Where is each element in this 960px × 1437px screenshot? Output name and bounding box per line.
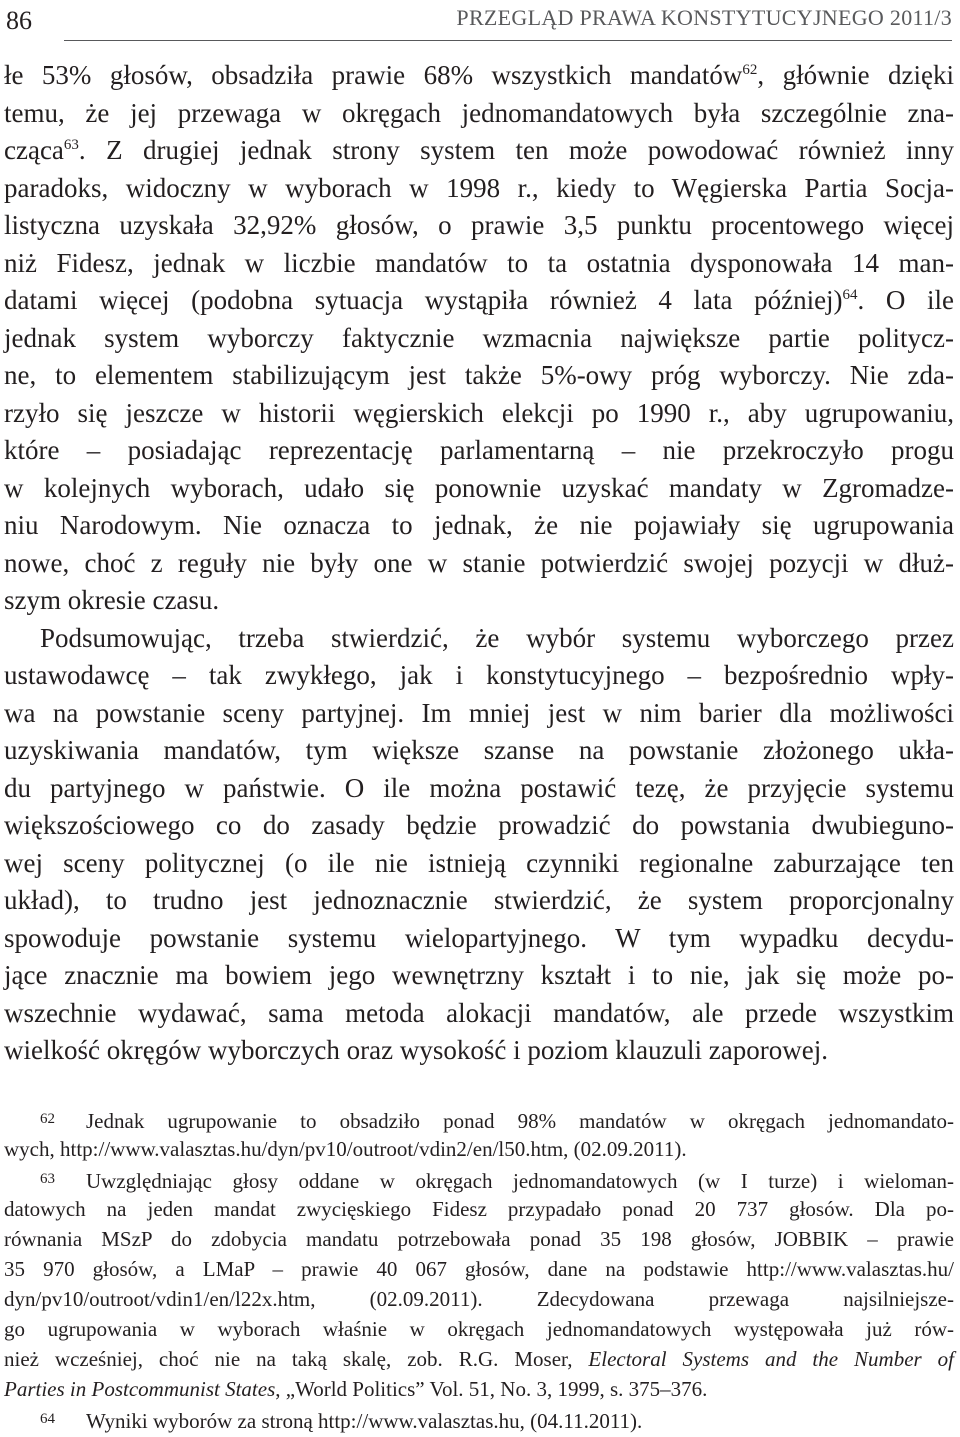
text-line: wszechnie wydawać, sama metoda alokacji mandatów, ale przede wszystkim: [4, 997, 954, 1028]
text-line: spowoduje powstanie systemu wielopartyjnego. W tym wypadku decydu-: [4, 922, 954, 953]
footnotes: [4, 1104, 954, 1434]
footnote-line: wych, http://www.valasztas.hu/dyn/pv10/outroot/vdin2/en/l50.htm, (02.09.2011).: [4, 1137, 687, 1161]
text-line: łe 53% głosów, obsadziła prawie 68% wszystkich mandatów$^{62}$, głównie dzięki: [4, 60, 954, 90]
paragraph-1: [4, 57, 954, 620]
footnote-line: 35 970 głosów, a LMaP – prawie 40 067 głosów, dane na podstawie http://www.valasztas.hu/: [4, 1257, 954, 1281]
footnote-ref-63[interactable]: 63: [63, 137, 79, 153]
text-line: jednak system wyborczy faktycznie wzmacnia największe partie politycz-: [4, 322, 954, 353]
footnote-line: nież wcześniej, choć nie na taką skalę, zob. R.G. Moser, Electoral Systems and the Number of: [4, 1347, 954, 1371]
footnote-number: 62: [40, 1111, 55, 1127]
body-text: [4, 57, 954, 1070]
text-line: niż Fidesz, jednak w liczbie mandatów to ta ostatnia dysponowała 14 man-: [4, 247, 954, 278]
journal-title: PRZEGLĄD PRAWA KONSTYTUCYJNEGO 2011/3: [456, 5, 952, 30]
text-line: ustawodawcę – tak zwykłego, jak i konstytucyjnego – bezpośrednio wpły-: [4, 660, 954, 690]
text-line: cząca$^{63}$. Z drugiej jednak strony system ten może powodować również inny: [4, 135, 954, 165]
footnote-ref-62[interactable]: 62: [742, 62, 758, 78]
text-line: wa na powstanie sceny partyjnej. Im mniej jest w nim barier dla możliwości: [4, 697, 954, 728]
book-title: Parties in Postcommunist States: [4, 1377, 276, 1401]
text-line: większościowego co do zasady będzie prowadzić do powstania dwubieguno-: [4, 810, 954, 840]
footnote-line: Parties in Postcommunist States, „World Politics” Vol. 51, No. 3, 1999, s. 375–376.: [4, 1377, 708, 1401]
text-line: listyczna uzyskała 32,92% głosów, o prawie 3,5 punktu procentowego więcej: [4, 210, 954, 240]
text-line: paradoks, widoczny w wyborach w 1998 r., kiedy to Węgierska Partia Socja-: [4, 172, 954, 203]
header-rule: [64, 40, 952, 41]
footnote-ref-64[interactable]: 64: [842, 287, 858, 303]
footnote-line: 62 Jednak ugrupowanie to obsadziło ponad 98% mandatów w okręgach jednomandato-: [4, 1104, 954, 1134]
footnote-64: [4, 1404, 954, 1434]
footnote-number: 64: [40, 1411, 55, 1427]
text-line: układ), to trudno jest jednoznacznie stwierdzić, że system proporcjonalny: [4, 885, 954, 915]
footnote-62: [4, 1104, 954, 1164]
footnote-line: datowych na jeden mandat zwycięskiego Fidesz przypadało ponad 20 737 głosów. Dla po-: [4, 1197, 954, 1221]
footnote-number: 63: [40, 1171, 55, 1187]
page-number: 86: [6, 6, 32, 35]
text-line: niu Narodowym. Nie oznacza to jednak, że nie pojawiały się ugrupowania: [4, 510, 954, 540]
text-line: Podsumowując, trzeba stwierdzić, że wybór systemu wyborczego przez: [40, 622, 954, 653]
book-title: Electoral Systems and the Number of: [588, 1347, 954, 1371]
text-line: wej sceny politycznej (o ile nie istnieją czynniki regionalne zaburzające ten: [4, 847, 954, 878]
text-line: temu, że jej przewaga w okręgach jednomandatowych była szczególnie zna-: [4, 97, 954, 128]
paragraph-2: [4, 620, 954, 1070]
footnote-line: dyn/pv10/outroot/vdin1/en/l22x.htm, (02.09.2011). Zdecydowana przewaga najsilniejsze-: [4, 1287, 954, 1311]
running-header: [6, 0, 952, 44]
footnote-line: 64 Wyniki wyborów za stroną http://www.valasztas.hu, (04.11.2011).: [4, 1404, 954, 1434]
text-line: ne, to elementem stabilizującym jest także 5%-owy próg wyborczy. Nie zda-: [4, 360, 954, 390]
text-line: które – posiadając reprezentację parlamentarną – nie przekroczyło progu: [4, 435, 954, 465]
text-line: w kolejnych wyborach, udało się ponownie uzyskać mandaty w Zgromadze-: [4, 472, 954, 503]
text-line: wielkość okręgów wyborczych oraz wysokość i poziom klauzuli zaporowej.: [4, 1035, 829, 1065]
text-line: uzyskiwania mandatów, tym większe szanse na powstanie złożonego ukła-: [4, 735, 954, 765]
footnote-line: równania MSzP do zdobycia mandatu potrzebowała ponad 35 198 głosów, JOBBIK – prawie: [4, 1227, 954, 1251]
footnote-line: go ugrupowania w wyborach właśnie w okręgach jednomandatowych występowała już rów-: [4, 1317, 954, 1341]
footnote-line: 63 Uwzględniając głosy oddane w okręgach jednomandatowych (w I turze) i wieloman-: [4, 1164, 954, 1194]
text-line: szym okresie czasu.: [4, 585, 220, 615]
text-line: jące znacznie ma bowiem jego wewnętrzny kształt i to nie, jak się może po-: [4, 960, 954, 990]
text-line: nowe, choć z reguły nie były one w stanie potwierdzić swojej pozycji w dłuż-: [4, 547, 954, 578]
text-line: datami więcej (podobna sytuacja wystąpiła również 4 lata później)$^{64}$. O ile: [4, 285, 954, 315]
text-line: rzyło się jeszcze w historii węgierskich elekcji po 1990 r., aby ugrupowaniu,: [4, 397, 954, 428]
text-line: du partyjnego w państwie. O ile można postawić tezę, że przyjęcie systemu: [4, 772, 954, 803]
footnote-63: [4, 1164, 954, 1404]
